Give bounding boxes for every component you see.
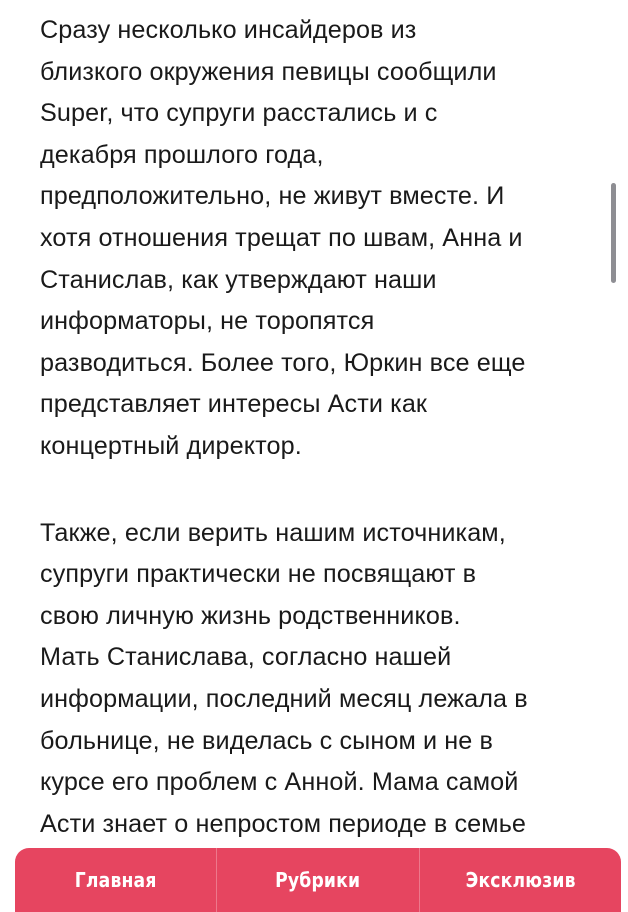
nav-divider <box>216 848 217 912</box>
nav-rubrics-button[interactable]: Рубрики <box>275 868 361 892</box>
article-paragraph-1: Сразу несколько инсайдеров из близкого окружения певицы сообщили Super, что супруги расстались и с декабря прошлого года, предположительно, не живут вместе. И хотя отношения трещат по швам, Анна и Станислав, как утверждают наши информаторы, не торопятся разводиться. Более того, Юркин все еще представляет интересы Асти как концертный директор. <box>40 16 526 460</box>
scrollbar-thumb[interactable] <box>611 183 616 283</box>
bottom-navigation <box>15 848 621 912</box>
nav-exclusive-button[interactable]: Эксклюзив <box>465 868 576 892</box>
article-paragraph-2: Также, если верить нашим источникам, супруги практически не посвящают в свою личную жизнь родственников. Мать Станислава, согласно нашей информации, последний месяц лежала в больнице, не виделась с сыном и не в курсе его проблем с Анной. Мама самой Асти знает о непростом периоде в семье <box>40 518 528 838</box>
article-body <box>40 10 605 912</box>
nav-divider <box>419 848 420 912</box>
nav-home-button[interactable]: Главная <box>74 868 157 892</box>
